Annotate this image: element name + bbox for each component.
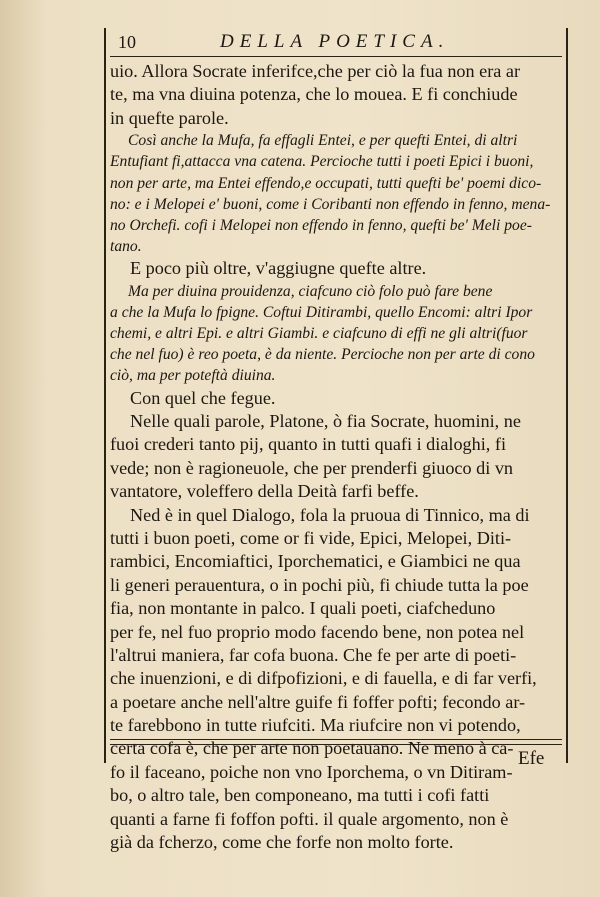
text-line: vede; non è ragioneuole, che per prenderfi giuoco di vn [110,457,514,478]
text-line: bo, o altro tale, ben componeano, ma tutti i cofi fatti [110,785,490,806]
quoted-text-line: Ma per diuina prouidenza, ciafcuno ciò folo può fare bene [128,282,493,300]
text-line: quanti a farne fi foffon pofti. il quale argomento, non è [110,808,509,829]
text-line: in quefte parole. [110,107,229,128]
text-line: fuoi crederi tanto pij, quanto in tutti quafi i dialoghi, fi [110,434,506,455]
quoted-text-line: a che la Mufa lo fpigne. Coftui Ditirambi, quello Encomi: altri Ipor [110,303,533,321]
text-line: uio. Allora Socrate inferifce,che per ciò la fua non era ar [110,61,521,81]
page-header [110,26,562,57]
text-line: li generi perauentura, o in pochi più, fi chiude tutta la poe [110,574,529,595]
text-line: te farebbono in tutte riufciti. Ma riufcire non vi potendo, [110,715,521,736]
text-line: già da fcherzo, come che forfe non molto forte. [110,832,454,853]
text-line: te, ma vna diuina potenza, che lo mouea. E fi conchiude [110,84,518,105]
text-line: l'altrui maniera, far cofa buona. Che fe per arte di poeti- [110,644,517,665]
quoted-text-line: chemi, e altri Epi. e altri Giambi. e ciafcuno di effi ne gli altri(fuor [110,325,528,343]
text-line: fia, non montante in palco. I quali poeti, ciafcheduno [110,598,496,619]
running-head: DELLA POETICA. [220,31,450,52]
left-border-rule [104,28,106,763]
quoted-text-line: Così anche la Mufa, fa effagli Entei, e per quefti Entei, di altri [128,132,518,150]
text-line: tutti i buon poeti, come or fi vide, Epici, Melopei, Diti- [110,527,512,548]
text-line: fo il faceano, poiche non vno Iporchema, o vn Ditiram- [110,761,513,782]
right-border-rule [566,28,568,763]
text-line: vantatore, voleffero della Deità farfi beffe. [110,481,419,502]
text-line: Ned è in quel Dialogo, fola la pruoua di Tinnico, ma di [130,504,530,525]
quoted-text-line: no Orchefi. cofi i Melopei non effendo in fenno, quefti be' Meli poe- [110,216,532,234]
quoted-text-line: ciò, ma per poteftà diuina. [110,367,276,385]
text-line: certa cofa è, che per arte non poetauano. Ne meno à ca- [110,738,514,759]
text-line: Nelle quali parole, Platone, ò fia Socrate, huomini, ne [130,411,521,432]
quoted-text-line: non per arte, ma Entei effendo,e occupati, tutti quefti be' poemi dico- [110,174,542,192]
text-line: per fe, nel fuo proprio modo facendo bene, non potea nel [110,621,525,642]
footer-rule-thin [110,744,562,745]
text-line: E poco più oltre, v'aggiugne quefte altre. [130,258,427,279]
text-line: che inuenzioni, e di difpofizioni, e di fauella, e di far verfi, [110,668,537,689]
quoted-text-line: che nel fuo) è reo poeta, è da niente. Percioche non per arte di cono [110,346,535,364]
text-line: Con quel che fegue. [130,387,276,408]
body-text [110,60,566,854]
footer-rule [110,739,562,740]
page-number: 10 [118,32,136,52]
quoted-text-line: Entufiant fi,attacca vna catena. Percioche tutti i poeti Epici i buoni, [110,153,534,171]
catchword: Efe [518,748,545,769]
text-line: rambici, Encomiaftici, Iporchematici, e Giambici ne qua [110,551,521,572]
text-line: a poetare anche nell'altre guife fi foffer pofti; fecondo ar- [110,691,526,712]
quoted-text-line: no: e i Melopei e' buoni, come i Coribanti non effendo in fenno, mena- [110,195,551,213]
quoted-text-line: tano. [110,238,142,256]
